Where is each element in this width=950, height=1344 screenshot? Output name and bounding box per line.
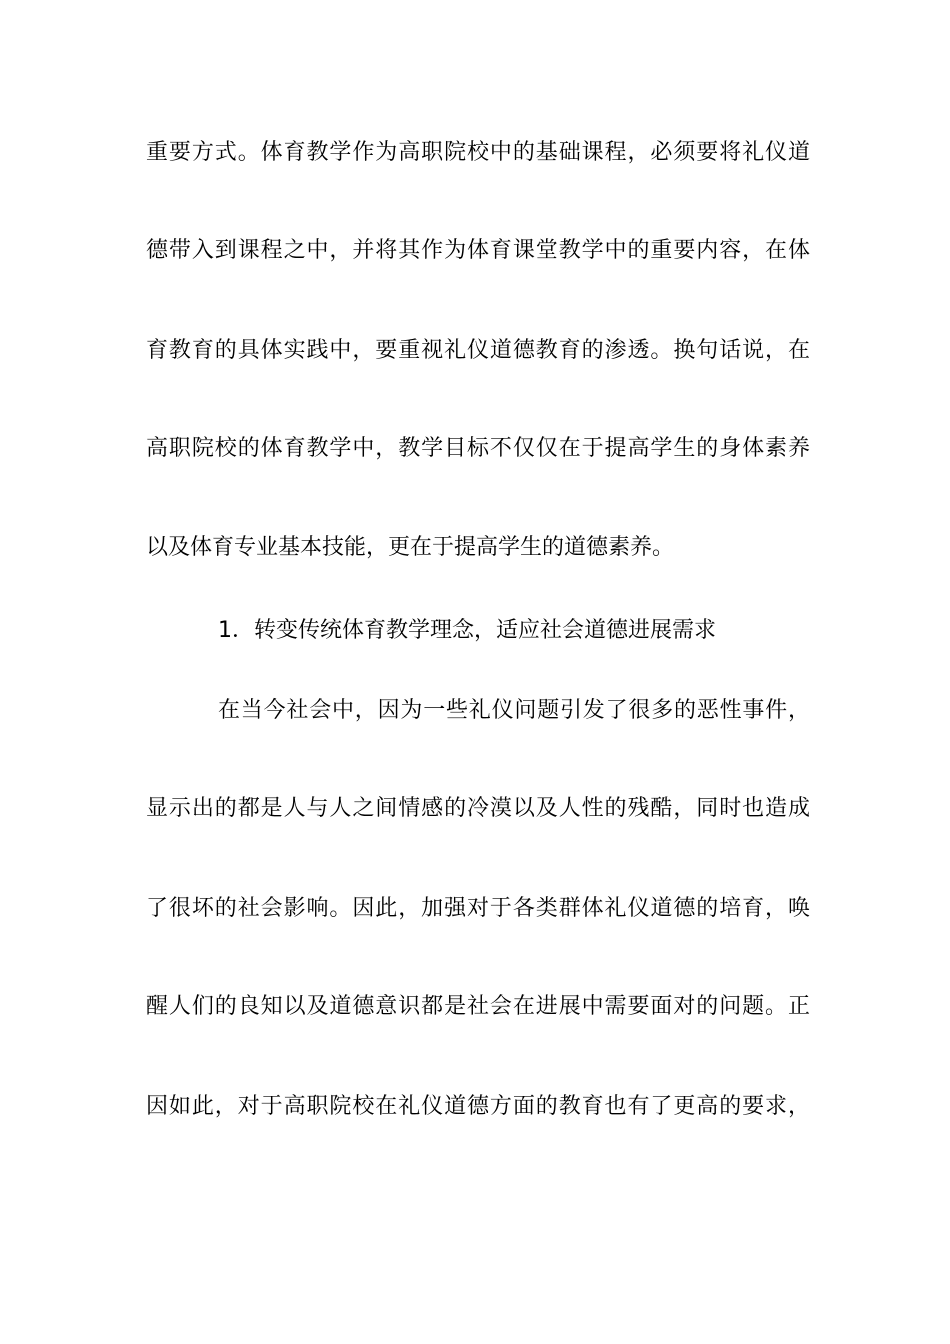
paragraph-2-line-2: 显示出的都是人与人之间情感的冷漠以及人性的残酷，同时也造成 [146, 796, 810, 821]
section-heading: 1．转变传统体育教学理念，适应社会道德进展需求 [218, 618, 716, 643]
paragraph-1-line-5: 以及体育专业基本技能，更在于提高学生的道德素养。 [146, 535, 675, 560]
paragraph-2-line-3: 了很坏的社会影响。因此，加强对于各类群体礼仪道德的培育，唤 [146, 896, 810, 921]
paragraph-1-line-3: 育教育的具体实践中，要重视礼仪道德教育的渗透。换句话说，在 [146, 338, 810, 363]
paragraph-2-line-5: 因如此，对于高职院校在礼仪道德方面的教育也有了更高的要求， [146, 1094, 810, 1119]
paragraph-1-line-4: 高职院校的体育教学中，教学目标不仅仅在于提高学生的身体素养 [146, 436, 810, 461]
paragraph-1-line-2: 德带入到课程之中，并将其作为体育课堂教学中的重要内容，在体 [146, 238, 810, 263]
paragraph-2-line-1: 在当今社会中，因为一些礼仪问题引发了很多的恶性事件， [218, 698, 810, 723]
paragraph-1-line-1: 重要方式。体育教学作为高职院校中的基础课程，必须要将礼仪道 [146, 140, 810, 165]
paragraph-2-line-4: 醒人们的良知以及道德意识都是社会在进展中需要面对的问题。正 [146, 994, 810, 1019]
